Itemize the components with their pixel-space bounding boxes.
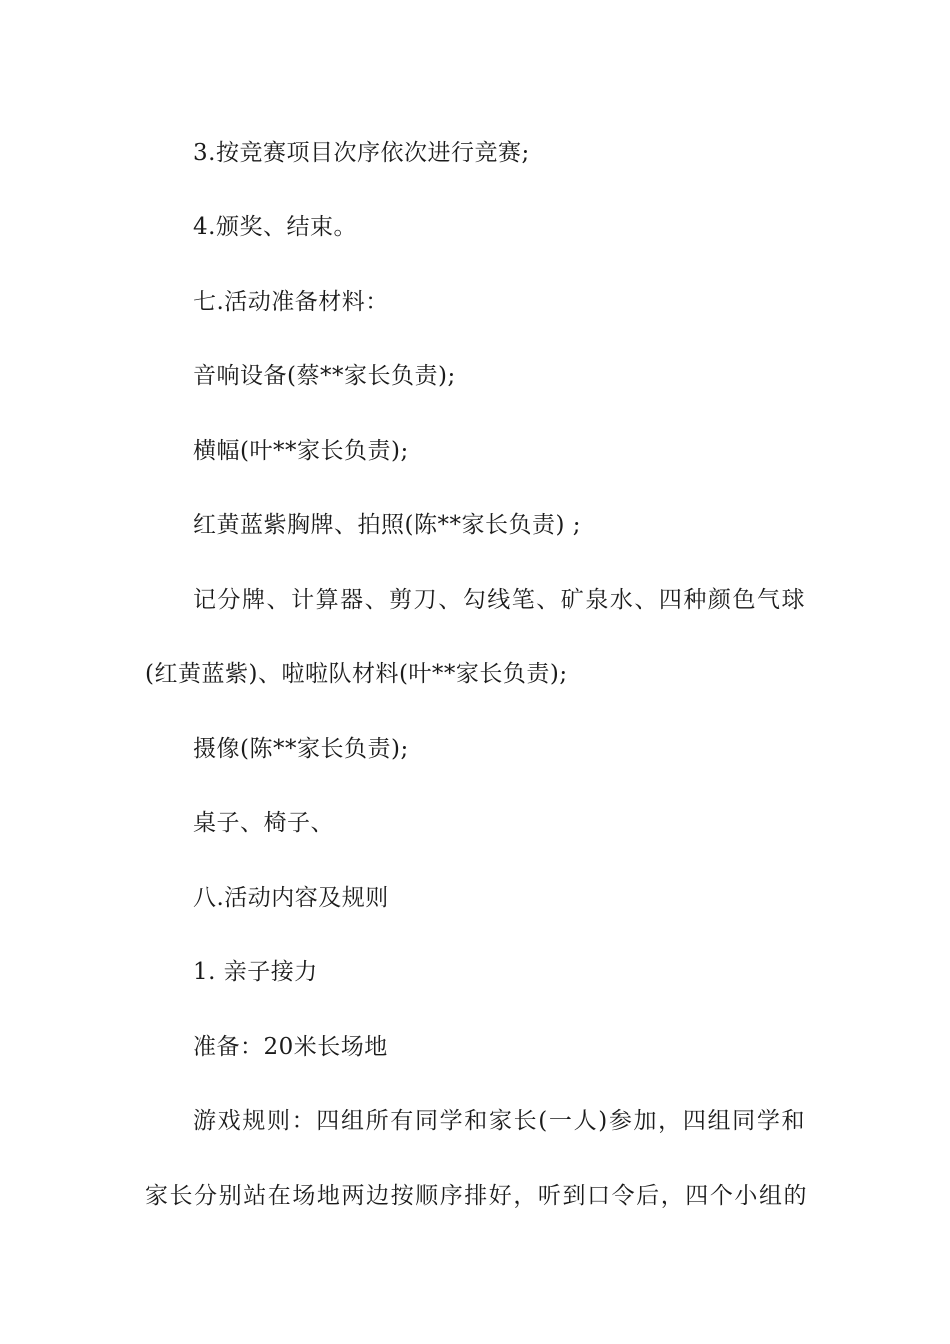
- activity-1-rules-continued: 家长分别站在场地两边按顺序排好，听到口令后，四个小组的: [145, 1183, 807, 1209]
- section-8-heading: 八.活动内容及规则: [193, 885, 389, 911]
- step-3-text: 3.按竞赛项目次序依次进行竞赛;: [193, 140, 530, 166]
- material-banner-text: 横幅(叶**家长负责);: [193, 438, 409, 464]
- step-4-text: 4.颁奖、结束。: [193, 214, 357, 240]
- section-7-heading: 七.活动准备材料：: [193, 289, 389, 315]
- activity-1-title: 1. 亲子接力: [193, 959, 318, 985]
- material-furniture-text: 桌子、椅子、: [193, 810, 334, 836]
- material-supplies-text: 记分牌、计算器、剪刀、勾线笔、矿泉水、四种颜色气球: [193, 587, 805, 613]
- activity-1-preparation: 准备：20米长场地: [193, 1034, 388, 1060]
- material-audio-text: 音响设备(蔡**家长负责);: [193, 363, 456, 389]
- material-badges-text: 红黄蓝紫胸牌、拍照(陈**家长负责) ;: [193, 512, 582, 538]
- activity-1-rules: 游戏规则：四组所有同学和家长(一人)参加，四组同学和: [193, 1108, 805, 1134]
- material-video-text: 摄像(陈**家长负责);: [193, 736, 409, 762]
- material-supplies-continued-text: (红黄蓝紫)、啦啦队材料(叶**家长负责);: [145, 661, 568, 687]
